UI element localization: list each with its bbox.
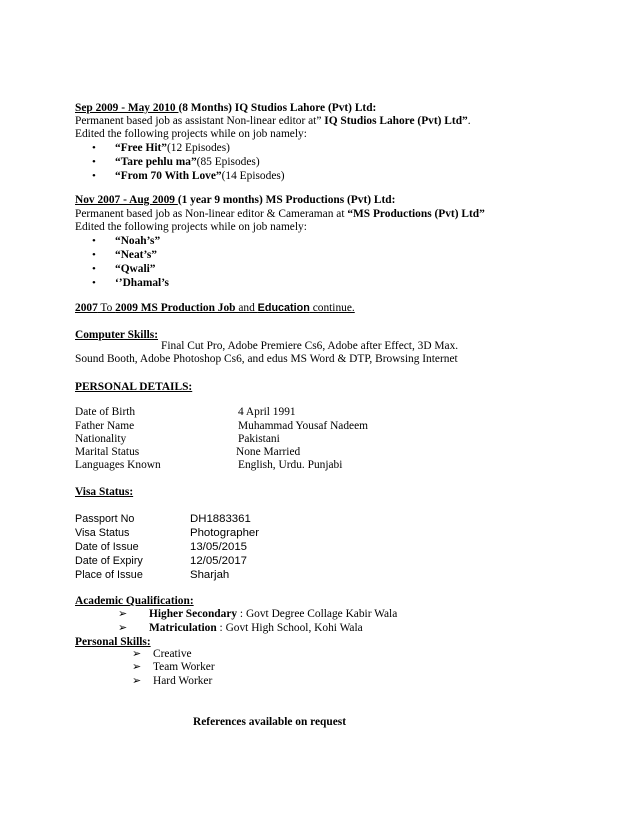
job1-project	[115, 155, 260, 169]
job1-dates: Sep 2009 - May 2010	[75, 102, 179, 114]
job2-dates: Nov 2007 - Aug 2009	[75, 194, 178, 206]
detail-value: Muhammad Yousaf Nadeem	[238, 420, 369, 432]
job1-company: IQ Studios Lahore (Pvt) Ltd”	[324, 115, 468, 127]
project-title: “Free Hit”	[115, 142, 167, 154]
arrow-bullet-icon: ➢	[132, 675, 142, 687]
detail-value: Pakistani	[238, 433, 280, 445]
arrow-bullet-icon: ➢	[132, 661, 142, 673]
job2-project: “Noah’s”	[115, 235, 161, 247]
edu-and: and	[235, 302, 258, 314]
edu-to: To	[97, 302, 116, 314]
edu-year-start: 2007	[75, 302, 98, 314]
job1-description	[75, 114, 471, 128]
job2-description	[75, 207, 485, 221]
project-title: “Tare pehlu ma”	[115, 156, 197, 168]
visa-value: 13/05/2015	[190, 541, 248, 553]
arrow-bullet-icon: ➢	[118, 622, 128, 634]
skill-item: Team Worker	[153, 661, 215, 673]
project-detail: (12 Episodes)	[166, 142, 230, 154]
visa-label: Visa Status	[75, 527, 130, 539]
job1-project	[115, 141, 230, 155]
visa-label: Date of Expiry	[75, 555, 143, 567]
academic-item	[149, 621, 363, 635]
detail-label: Date of Birth	[75, 406, 136, 418]
detail-value: None Married	[236, 446, 301, 458]
visa-value: Photographer	[190, 527, 260, 539]
references-note: References available on request	[193, 716, 347, 728]
academic-value: : Govt Degree Collage Kabir Wala	[237, 608, 398, 620]
job2-title: (1 year 9 months) MS Productions (Pvt) Ltd:	[177, 194, 396, 206]
visa-label: Passport No	[75, 513, 135, 525]
job2-heading	[75, 193, 395, 207]
visa-label: Place of Issue	[75, 569, 143, 581]
bullet-icon: •	[92, 263, 96, 275]
job1-desc-text: Permanent based job as assistant Non-linear editor at”	[75, 115, 325, 127]
detail-label: Marital Status	[75, 446, 140, 458]
academic-heading: Academic Qualification:	[75, 595, 194, 607]
detail-label: Father Name	[75, 420, 135, 432]
detail-label: Languages Known	[75, 459, 161, 471]
project-title: “From 70 With Love”	[115, 170, 222, 182]
academic-label: Matriculation	[149, 622, 217, 634]
detail-value: English, Urdu. Punjabi	[238, 459, 343, 471]
computer-skills-heading: Computer Skills:	[75, 329, 159, 341]
personal-details-heading: PERSONAL DETAILS:	[75, 381, 193, 393]
bullet-icon: •	[92, 156, 96, 168]
visa-value: 12/05/2017	[190, 555, 248, 567]
academic-item	[149, 607, 397, 621]
job1-title: (8 Months) IQ Studios Lahore (Pvt) Ltd:	[178, 102, 377, 114]
edu-continue: continue.	[309, 302, 355, 314]
personal-skills-heading: Personal Skills:	[75, 636, 151, 648]
academic-label: Higher Secondary	[149, 608, 238, 620]
visa-value: DH1883361	[190, 513, 251, 525]
job2-company: “MS Productions (Pvt) Ltd”	[347, 208, 485, 220]
visa-value: Sharjah	[190, 569, 230, 581]
job2-project: ‘’Dhamal’s	[115, 277, 169, 289]
job2-projects-intro: Edited the following projects while on job namely:	[75, 221, 307, 233]
arrow-bullet-icon: ➢	[118, 608, 128, 620]
project-detail: (85 Episodes)	[196, 156, 260, 168]
job1-heading	[75, 101, 376, 115]
job1-project	[115, 169, 285, 183]
detail-value: 4 April 1991	[238, 406, 296, 418]
academic-value: : Govt High School, Kohi Wala	[216, 622, 363, 634]
education-line	[75, 301, 355, 315]
job2-project: “Neat’s”	[115, 249, 157, 261]
edu-education: Education	[257, 302, 310, 314]
visa-heading: Visa Status:	[75, 486, 134, 498]
skill-item: Hard Worker	[153, 675, 213, 687]
bullet-icon: •	[92, 142, 96, 154]
bullet-icon: •	[92, 249, 96, 261]
bullet-icon: •	[92, 170, 96, 182]
edu-job: 2009 MS Production Job	[115, 302, 236, 314]
computer-skills-line2: Sound Booth, Adobe Photoshop Cs6, and edus MS Word & DTP, Browsing Internet	[75, 353, 458, 365]
computer-skills-line1: Final Cut Pro, Adobe Premiere Cs6, Adobe after Effect, 3D Max.	[161, 340, 459, 352]
bullet-icon: •	[92, 235, 96, 247]
detail-label: Nationality	[75, 433, 127, 445]
project-detail: (14 Episodes)	[221, 170, 285, 182]
job2-desc-text: Permanent based job as Non-linear editor & Cameraman at	[75, 208, 348, 220]
arrow-bullet-icon: ➢	[132, 648, 142, 660]
job1-desc-end: .	[467, 115, 471, 127]
visa-label: Date of Issue	[75, 541, 139, 553]
job2-project: “Qwali”	[115, 263, 156, 275]
skill-item: Creative	[153, 648, 192, 660]
job1-projects-intro: Edited the following projects while on job namely:	[75, 128, 307, 140]
bullet-icon: •	[92, 277, 96, 289]
